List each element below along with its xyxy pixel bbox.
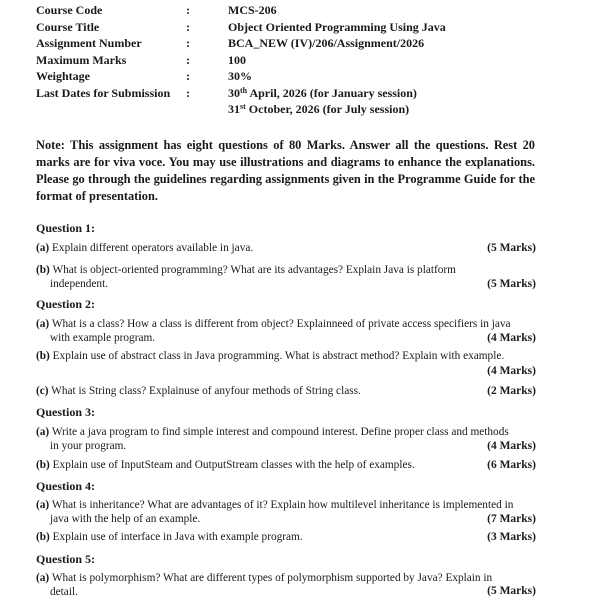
info-colon: : bbox=[186, 36, 190, 50]
question-title: Question 4: bbox=[36, 479, 96, 493]
question-part bbox=[36, 572, 536, 599]
part-marks: (2 Marks) bbox=[487, 385, 536, 397]
part-marks: (4 Marks) bbox=[487, 332, 536, 344]
part-text: What is polymorphism? What are different types of polymorphism supported by Java? Explain in bbox=[51, 572, 493, 584]
date-suffix: st bbox=[240, 102, 246, 111]
info-colon: : bbox=[186, 69, 190, 83]
question-part bbox=[36, 499, 536, 526]
part-label: (a) bbox=[36, 242, 50, 254]
date-rest: April, 2026 (for January session) bbox=[247, 85, 417, 100]
info-value: MCS-206 bbox=[228, 3, 277, 17]
question-title: Question 5: bbox=[36, 552, 96, 566]
part-label: (c) bbox=[36, 385, 49, 397]
info-label: Weightage bbox=[36, 69, 90, 83]
info-value: 30% bbox=[228, 69, 252, 83]
question-part bbox=[36, 318, 536, 345]
part-text-continued: in your program. bbox=[50, 439, 127, 452]
part-text: What is String class? Explainuse of anyfour methods of String class. bbox=[51, 385, 361, 397]
part-text: Explain use of interface in Java with example program. bbox=[52, 531, 303, 543]
part-text: Write a java program to find simple interest and compound interest. Define proper class and methods bbox=[51, 426, 509, 438]
part-text: Explain use of InputSteam and OutputStream classes with the help of examples. bbox=[52, 459, 415, 471]
part-marks: (5 Marks) bbox=[487, 585, 536, 597]
question-title: Question 1: bbox=[36, 221, 96, 235]
part-label: (b) bbox=[36, 459, 50, 471]
info-label: Assignment Number bbox=[36, 36, 142, 50]
part-marks: (7 Marks) bbox=[487, 513, 536, 525]
part-label: (a) bbox=[36, 499, 50, 511]
info-value: 100 bbox=[228, 52, 246, 67]
question-part bbox=[36, 531, 536, 545]
info-label: Maximum Marks bbox=[36, 52, 127, 67]
part-text: Explain use of abstract class in Java programming. What is abstract method? Explain with example. bbox=[52, 350, 505, 362]
part-text-continued: with example program. bbox=[50, 331, 156, 344]
part-text: What is object-oriented programming? What are its advantages? Explain Java is platform bbox=[52, 264, 456, 276]
info-label: Course Code bbox=[36, 3, 103, 17]
question-part bbox=[36, 426, 536, 453]
part-marks: (3 Marks) bbox=[487, 531, 536, 543]
info-colon: : bbox=[186, 52, 190, 67]
info-value bbox=[228, 85, 417, 102]
info-value bbox=[228, 101, 409, 118]
part-marks: (6 Marks) bbox=[487, 459, 536, 471]
assignment-note: Note: This assignment has eight questions of 80 Marks. Answer all the questions. Rest 20 marks are for viva voce. You may use illustrations and diagrams to enhance the explanations. Please go through the guidelines regarding assignments given in the Programme Guide for the format of presentation. bbox=[36, 138, 535, 203]
date-rest: October, 2026 (for July session) bbox=[245, 102, 410, 116]
part-label: (b) bbox=[36, 264, 50, 276]
part-text-continued: java with the help of an example. bbox=[50, 512, 201, 525]
part-text-continued: detail. bbox=[50, 585, 78, 598]
question-part bbox=[36, 242, 536, 256]
part-label: (b) bbox=[36, 531, 50, 543]
question-title: Question 2: bbox=[36, 297, 96, 311]
part-label: (b) bbox=[36, 350, 50, 362]
part-text: What is a class? How a class is different from object? Explainneed of private access specifiers in java bbox=[51, 318, 511, 330]
part-text: What is inheritance? What are advantages of it? Explain how multilevel inheritance is implemented in bbox=[51, 499, 514, 511]
info-colon: : bbox=[186, 3, 190, 17]
part-marks: (5 Marks) bbox=[487, 242, 536, 254]
date-day: 31 bbox=[228, 102, 240, 116]
date-suffix: th bbox=[240, 85, 248, 95]
part-marks: (4 Marks) bbox=[487, 440, 536, 452]
question-title: Question 3: bbox=[36, 405, 96, 419]
part-label: (a) bbox=[36, 426, 50, 438]
info-value: BCA_NEW (IV)/206/Assignment/2026 bbox=[228, 36, 425, 50]
part-label: (a) bbox=[36, 572, 50, 584]
part-text-continued: independent. bbox=[50, 277, 109, 290]
part-label: (a) bbox=[36, 318, 50, 330]
date-day: 30 bbox=[228, 85, 240, 100]
question-part bbox=[36, 264, 536, 291]
info-value: Object Oriented Programming Using Java bbox=[228, 19, 446, 34]
info-label: Course Title bbox=[36, 19, 100, 34]
info-colon: : bbox=[186, 85, 190, 100]
part-marks: (4 Marks) bbox=[487, 365, 536, 377]
question-part bbox=[36, 385, 536, 399]
question-part bbox=[36, 459, 536, 473]
part-marks: (5 Marks) bbox=[487, 278, 536, 290]
info-colon: : bbox=[186, 19, 190, 34]
question-part bbox=[36, 350, 536, 377]
part-text: Explain different operators available in java. bbox=[52, 242, 254, 254]
info-label: Last Dates for Submission bbox=[36, 85, 171, 100]
